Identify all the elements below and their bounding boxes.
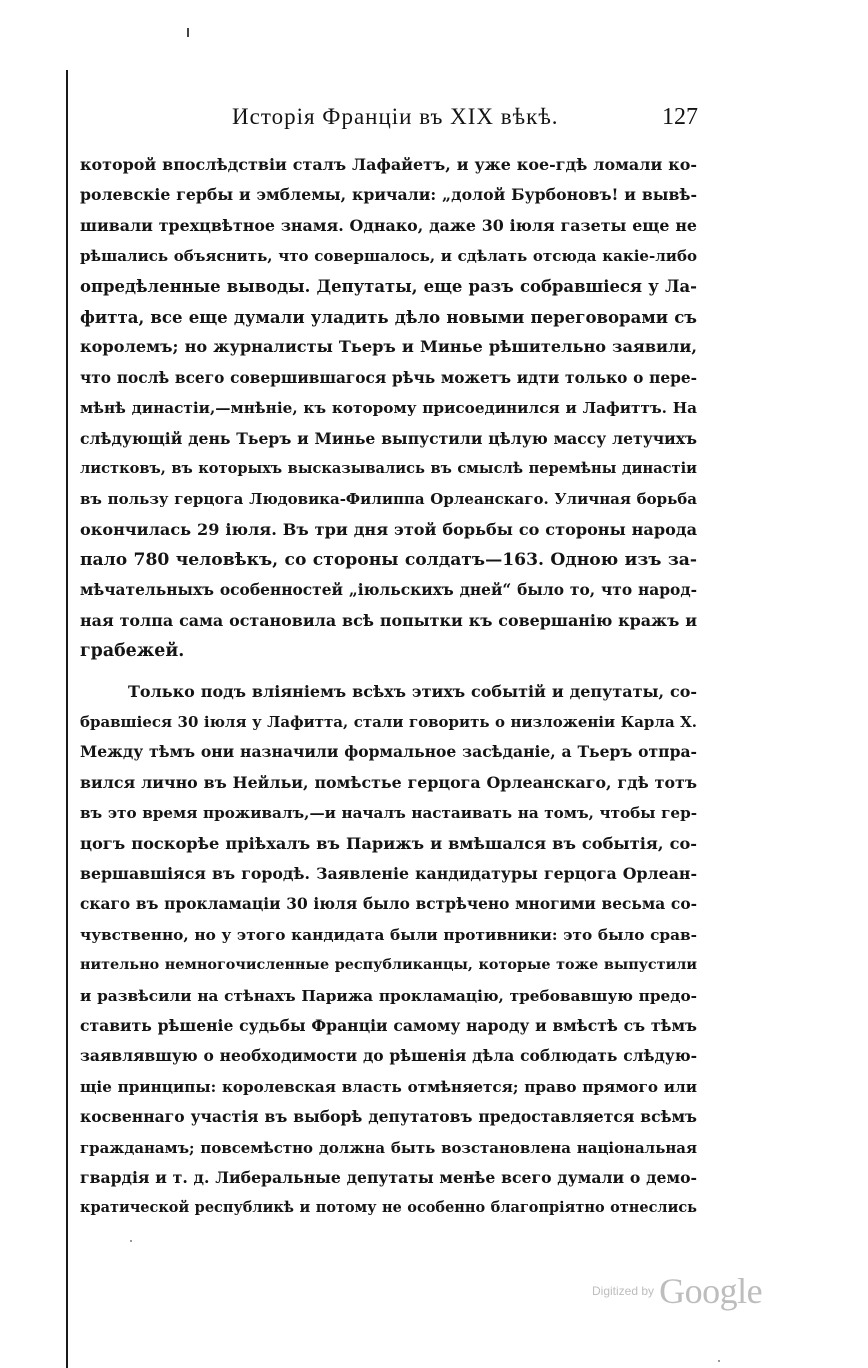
text-line: заявлявшую о необходимости до рѣшенія дѣла соблюдать слѣдую- (80, 1046, 697, 1066)
body-text (80, 150, 697, 1224)
text-line: шивали трехцвѣтное знамя. Однако, даже 30 іюля газеты еще не (80, 215, 697, 235)
text-line: что послѣ всего совершившагося рѣчь можетъ идти только о пере- (80, 368, 697, 387)
paragraph-2 (80, 677, 697, 1224)
text-line: которой впослѣдствіи сталъ Лафайетъ, и уже кое-гдѣ ломали ко- (80, 155, 697, 174)
page-number: 127 (662, 104, 698, 130)
text-line: пало 780 человѣкъ, со стороны солдатъ—163. Одною изъ за- (80, 550, 697, 571)
text-line: ролевскіе гербы и эмблемы, кричали: „долой Бурбоновъ! и вывѣ- (80, 185, 697, 205)
scan-speck (130, 1240, 132, 1242)
paragraph-1 (80, 150, 697, 667)
text-line: въ пользу герцога Людовика-Филиппа Орлеанскаго. Уличная борьба (80, 490, 697, 509)
text-line: скаго въ прокламаціи 30 іюля было встрѣчено многими весьма со- (80, 895, 697, 914)
text-line: опредѣленные выводы. Депутаты, еще разъ собравшіеся у Ла- (80, 276, 697, 296)
text-line: въ это время проживалъ,—и началъ настаивать на томъ, чтобы гер- (80, 804, 697, 823)
page-edge-line (66, 70, 68, 1368)
text-line: и развѣсили на стѣнахъ Парижа прокламацію, требовавшую предо- (80, 986, 697, 1005)
text-line: нительно немногочисленные республиканцы, которые тоже выпустили (80, 957, 697, 974)
text-line: вился лично въ Нейльи, помѣстье герцога Орлеанскаго, гдѣ тотъ (80, 772, 697, 792)
text-line: ставить рѣшеніе судьбы Франціи самому народу и вмѣстѣ съ тѣмъ (80, 1015, 697, 1035)
text-line: ная толпа сама остановила всѣ попытки къ совершанію кражъ и (80, 610, 697, 630)
text-line: косвеннаго участія въ выборѣ депутатовъ предоставляется всѣмъ (80, 1107, 697, 1127)
text-line: слѣдующій день Тьеръ и Минье выпустили цѣлую массу летучихъ (80, 428, 697, 448)
watermark-prefix: Digitized by (592, 1284, 655, 1298)
text-line: гражданамъ; повсемѣстно должна быть возстановлена національная (80, 1138, 697, 1157)
text-line: мѣнѣ династіи,—мнѣніе, къ которому присоединился и Лафиттъ. На (80, 399, 697, 418)
text-line: Только подъ вліяніемъ всѣхъ этихъ событій и депутаты, со- (128, 681, 697, 701)
text-line: щіе принципы: королевская власть отмѣняется; право прямого или (80, 1077, 697, 1096)
text-line: фитта, все еще думали уладить дѣло новыми переговорами съ (80, 306, 697, 327)
text-line: мѣчательныхъ особенностей „іюльскихъ дней“ было то, что народ- (80, 581, 697, 600)
text-line: рѣшались объяснить, что совершалось, и сдѣлать отсюда какіе-либо (80, 247, 697, 266)
text-line: грабежей. (80, 641, 185, 662)
page-header (232, 104, 698, 138)
text-line: Между тѣмъ они назначили формальное засѣданіе, а Тьеръ отпра- (80, 742, 697, 762)
margin-tick-mark (187, 28, 189, 37)
text-line: вершавшіяся въ городѣ. Заявленіе кандидатуры герцога Орлеан- (80, 863, 697, 883)
google-logo: Google (659, 1271, 763, 1311)
running-title: Исторiя Франціи въ XIX вѣкѣ. (232, 104, 559, 129)
text-line: чувственно, но у этого кандидата были противники: это было срав- (80, 925, 697, 944)
text-line: цогъ поскорѣе пріѣхалъ въ Парижъ и вмѣшался въ событія, со- (80, 833, 697, 853)
text-line: гвардія и т. д. Либеральные депутаты менѣе всего думали о демо- (80, 1167, 697, 1187)
text-line: листковъ, въ которыхъ высказывались въ смыслѣ перемѣны династіи (80, 459, 697, 477)
text-line: кратической республикѣ и потому не особенно благопріятно отнеслись (80, 1199, 697, 1217)
digitized-by-google-watermark (592, 1270, 792, 1320)
text-line: королемъ; но журналисты Тьеръ и Минье рѣшительно заявили, (80, 337, 697, 357)
text-line: бравшіеся 30 іюля у Лафитта, стали говорить о низложеніи Карла X. (80, 713, 697, 732)
text-line: окончилась 29 іюля. Въ три дня этой борьбы со стороны народа (80, 519, 697, 539)
scan-speck (718, 1360, 720, 1362)
